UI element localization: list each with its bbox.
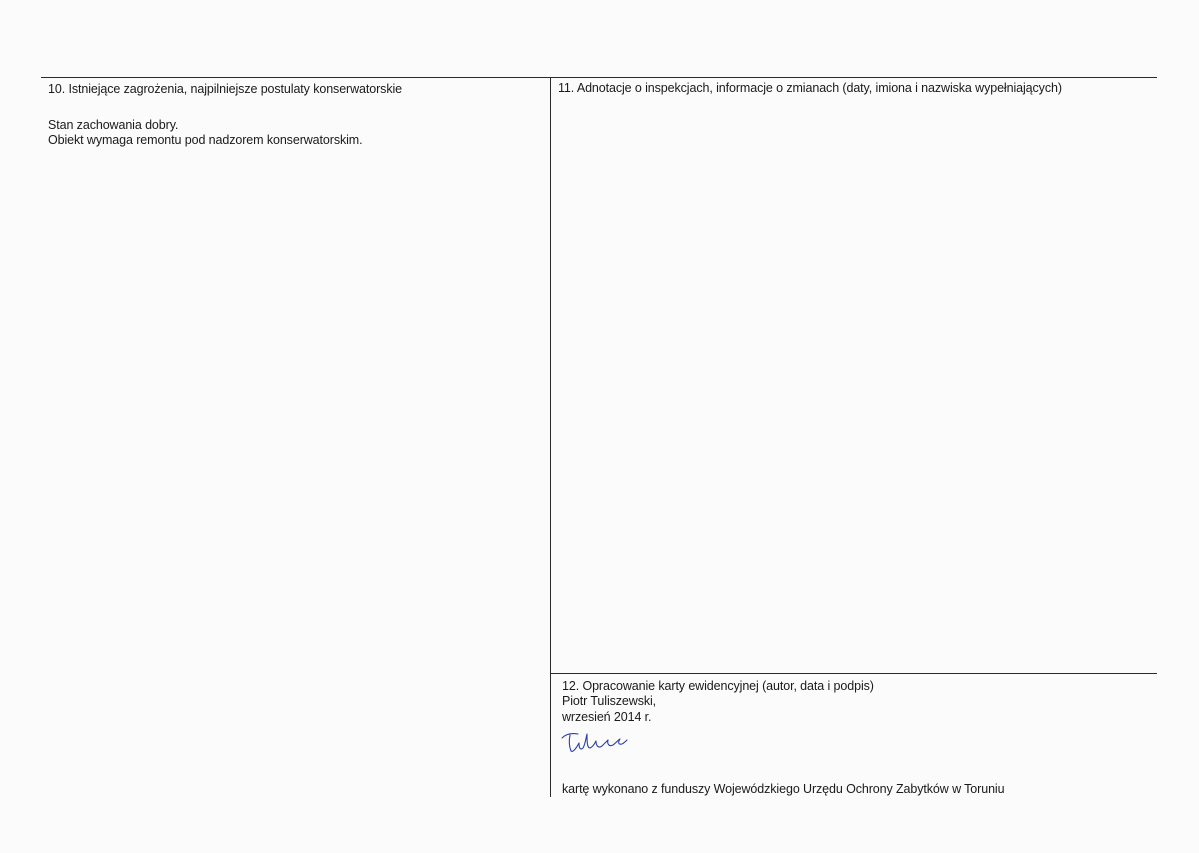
author-date: wrzesień 2014 r. <box>562 710 652 724</box>
funding-note: kartę wykonano z funduszy Wojewódzkiego Urzędu Ochrony Zabytków w Toruniu <box>562 782 1005 796</box>
section-10-line-1: Stan zachowania dobry. <box>48 118 179 132</box>
section-10-line-2: Obiekt wymaga remontu pod nadzorem konserwatorskim. <box>48 133 363 147</box>
section-12-heading: 12. Opracowanie karty ewidencyjnej (autor, data i podpis) <box>562 679 874 693</box>
column-divider <box>550 77 551 797</box>
section-12-rule <box>550 673 1157 674</box>
top-rule <box>41 77 1157 78</box>
handwritten-signature <box>560 728 630 754</box>
section-10-heading: 10. Istniejące zagrożenia, najpilniejsze postulaty konserwatorskie <box>48 82 403 96</box>
author-name: Piotr Tuliszewski, <box>562 694 657 708</box>
section-10-body <box>48 118 362 148</box>
section-11-heading: 11. Adnotacje o inspekcjach, informacje o zmianach (daty, imiona i nazwiska wypełniających) <box>558 81 1062 95</box>
